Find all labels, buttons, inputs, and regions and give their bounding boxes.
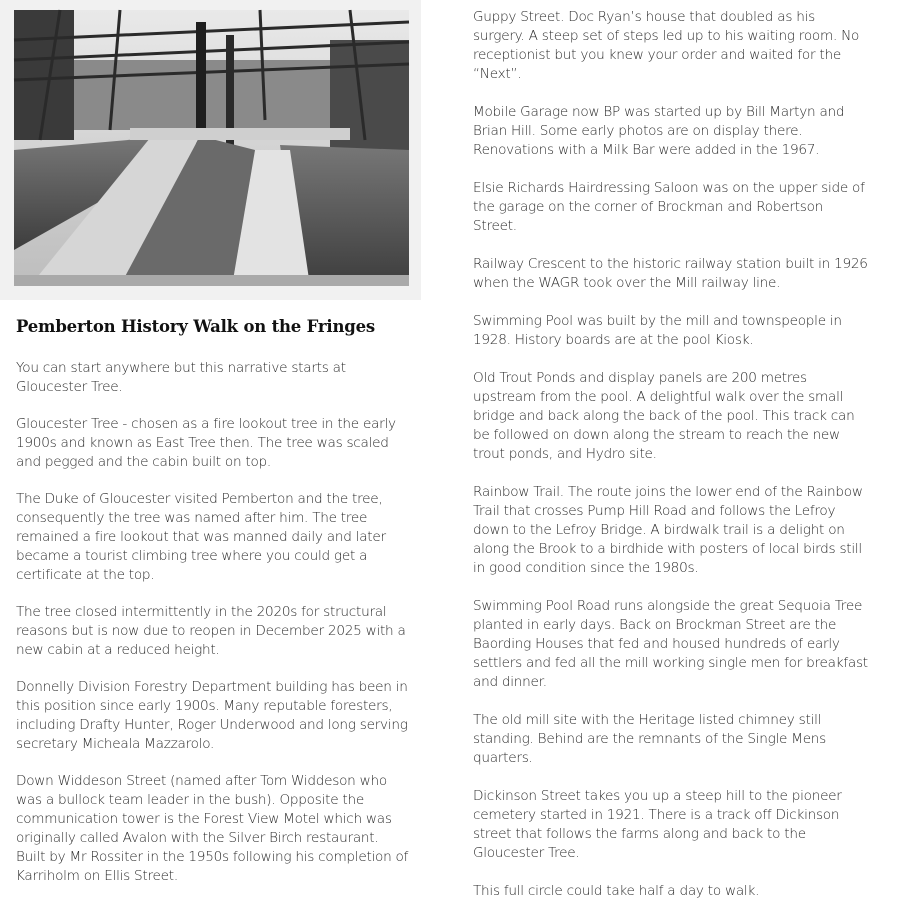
paragraph: Dickinson Street takes you up a steep hill to the pioneer cemetery started in 1921. There is a track off Dickinson street that follows the farms along and back to the Gloucester Tree. (473, 788, 842, 861)
photo-illustration (0, 0, 421, 300)
page-title: Pemberton History Walk on the Fringes (16, 317, 375, 336)
paragraph: Gloucester Tree - chosen as a fire lookout tree in the early 1900s and known as East Tree then. The tree was scaled and pegged and the cabin built on top. (16, 416, 396, 470)
paragraph: Mobile Garage now BP was started up by Bill Martyn and Brian Hill. Some early photos are on display there. Renovations with a Milk Bar were added in the 1967. (473, 104, 845, 158)
trout-ponds-photo (0, 0, 421, 300)
paragraph: Old Trout Ponds and display panels are 200 metres upstream from the pool. A delightful walk over the small bridge and back along the back of the pool. This track can be followed on down along the stream to reach the new trout ponds, and Hydro site. (473, 370, 855, 462)
paragraph: You can start anywhere but this narrative starts at Gloucester Tree. (16, 360, 346, 395)
paragraph: Donnelly Division Forestry Department building has been in this position since early 1900s. Many reputable foresters, including Drafty Hunter, Roger Underwood and long serving secretary Micheala Mazzarolo. (16, 679, 408, 752)
paragraph: Elsie Richards Hairdressing Saloon was on the upper side of the garage on the corner of Brockman and Robertson Street. (473, 180, 865, 234)
paragraph: The tree closed intermittently in the 2020s for structural reasons but is now due to reopen in December 2025 with a new cabin at a reduced height. (16, 604, 406, 658)
paragraph: This full circle could take half a day to walk. (473, 883, 760, 899)
paragraph: Swimming Pool Road runs alongside the great Sequoia Tree planted in early days. Back on Brockman Street are the Baording Houses that fed and housed hundreds of early settlers and fed all the mill working single men for breakfast and dinner. (473, 598, 868, 690)
paragraph: Railway Crescent to the historic railway station built in 1926 when the WAGR took over the Mill railway line. (473, 256, 868, 291)
paragraph: Rainbow Trail. The route joins the lower end of the Rainbow Trail that crosses Pump Hill Road and follows the Lefroy down to the Lefroy Bridge. A birdwalk trail is a delight on along the Brook to a birdhide with posters of local birds still in good condition since the 1980s. (473, 484, 863, 576)
paragraph: Guppy Street. Doc Ryan’s house that doubled as his surgery. A steep set of steps led up to his waiting room. No receptionist but you knew your order and waited for the “Next”. (473, 9, 860, 82)
paragraph: The Duke of Gloucester visited Pemberton and the tree, consequently the tree was named after him. The tree remained a fire lookout that was manned daily and later became a tourist climbing tree where you could get a certificate at the top. (16, 491, 386, 583)
left-column (16, 313, 411, 904)
paragraph: Swimming Pool was built by the mill and townspeople in 1928. History boards are at the pool Kiosk. (473, 313, 842, 348)
paragraph: Down Widdeson Street (named after Tom Widdeson who was a bullock team leader in the bush). Opposite the communication tower is the Forest View Motel which was originally called Avalon with the Silver Birch restaurant. Built by Mr Rossiter in the 1950s following his completion of Karriholm on Ellis Street. (16, 773, 409, 884)
paragraph: The old mill site with the Heritage listed chimney still standing. Behind are the remnants of the Single Mens quarters. (473, 712, 827, 766)
right-column (473, 8, 868, 920)
